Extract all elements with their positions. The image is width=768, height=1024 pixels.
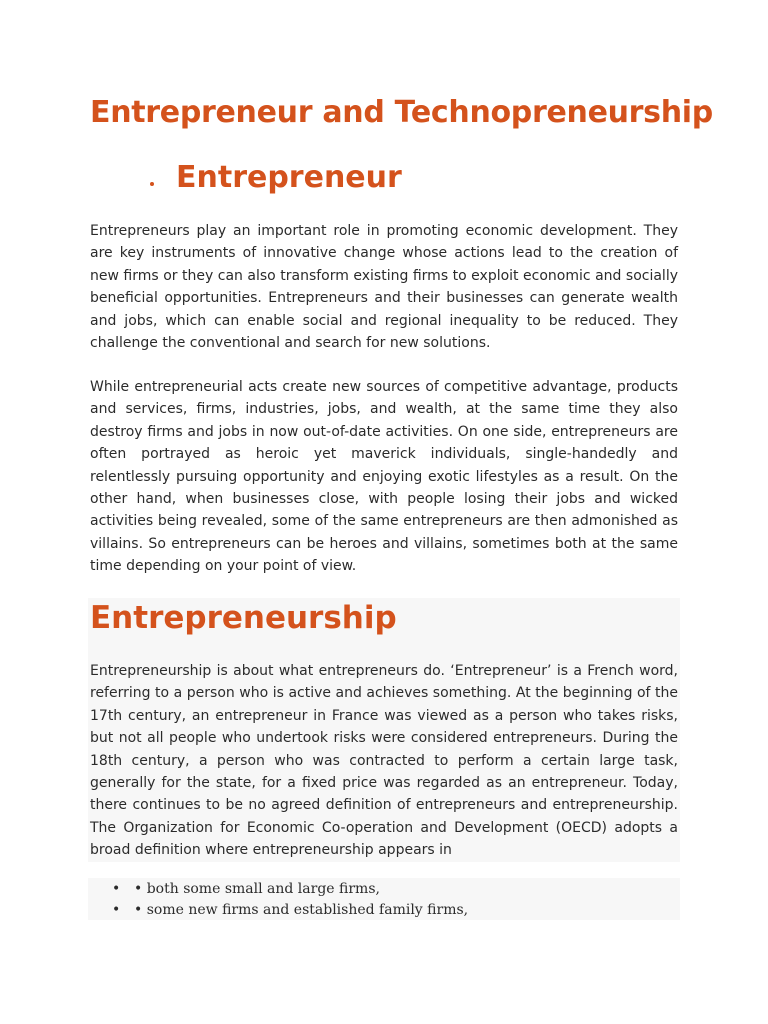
list-item — [112, 899, 468, 920]
list-bullet-icon: • — [112, 901, 121, 918]
paragraph-entrepreneur-heroes-villains: While entrepreneurial acts create new sources of competitive advantage, products and services, firms, industries, jobs, and wealth, at the same time they also destroy firms and jobs in now out-of-date activities. On one side, entrepreneurs are often portrayed as heroic yet maverick individuals, single-handedly and relentlessly pursuing opportunity and enjoying exotic lifestyles as a result. On the other hand, when businesses close, with people losing their jobs and wicked activities being revealed, some of the same entrepreneurs are then admonished as villains. So entrepreneurs can be heroes and villains, sometimes both at the same time depending on your point of view. — [90, 379, 678, 575]
document-title: Entrepreneur and Technopreneurship — [90, 95, 713, 130]
list-item-text: • some new firms and established family firms, — [134, 901, 469, 918]
list-item — [112, 878, 468, 899]
bullet-dot-icon — [150, 182, 154, 186]
section-entrepreneur-heading — [150, 160, 402, 195]
list-bullet-icon: • — [112, 880, 121, 897]
paragraph-entrepreneurship-definition: Entrepreneurship is about what entrepreneurs do. ‘Entrepreneur’ is a French word, referring to a person who is active and achieves something. At the beginning of the 17th century, an entrepreneur in France was viewed as a person who takes risks, but not all people who undertook risks were considered entrepreneurs. During the 18th century, a person who was contracted to perform a certain large task, generally for the state, for a fixed price was regarded as an entrepreneur. Today, there continues to be no agreed definition of entrepreneurs and entrepreneurship. The Organization for Economic Co-operation and Development (OECD) adopts a broad definition where entrepreneurship appears in — [90, 663, 678, 859]
heading-entrepreneur: Entrepreneur — [176, 160, 402, 195]
paragraph-entrepreneur-role: Entrepreneurs play an important role in promoting economic development. They are key instruments of innovative change whose actions lead to the creation of new firms or they can also transform existing firms to exploit economic and socially beneficial opportunities. Entrepreneurs and their businesses can generate wealth and jobs, which can enable social and regional inequality to be reduced. They challenge the conventional and search for new solutions. — [90, 223, 678, 352]
heading-entrepreneurship: Entrepreneurship — [90, 600, 397, 636]
list-item-text: • both some small and large firms, — [134, 880, 380, 897]
entrepreneurship-list — [112, 878, 468, 920]
